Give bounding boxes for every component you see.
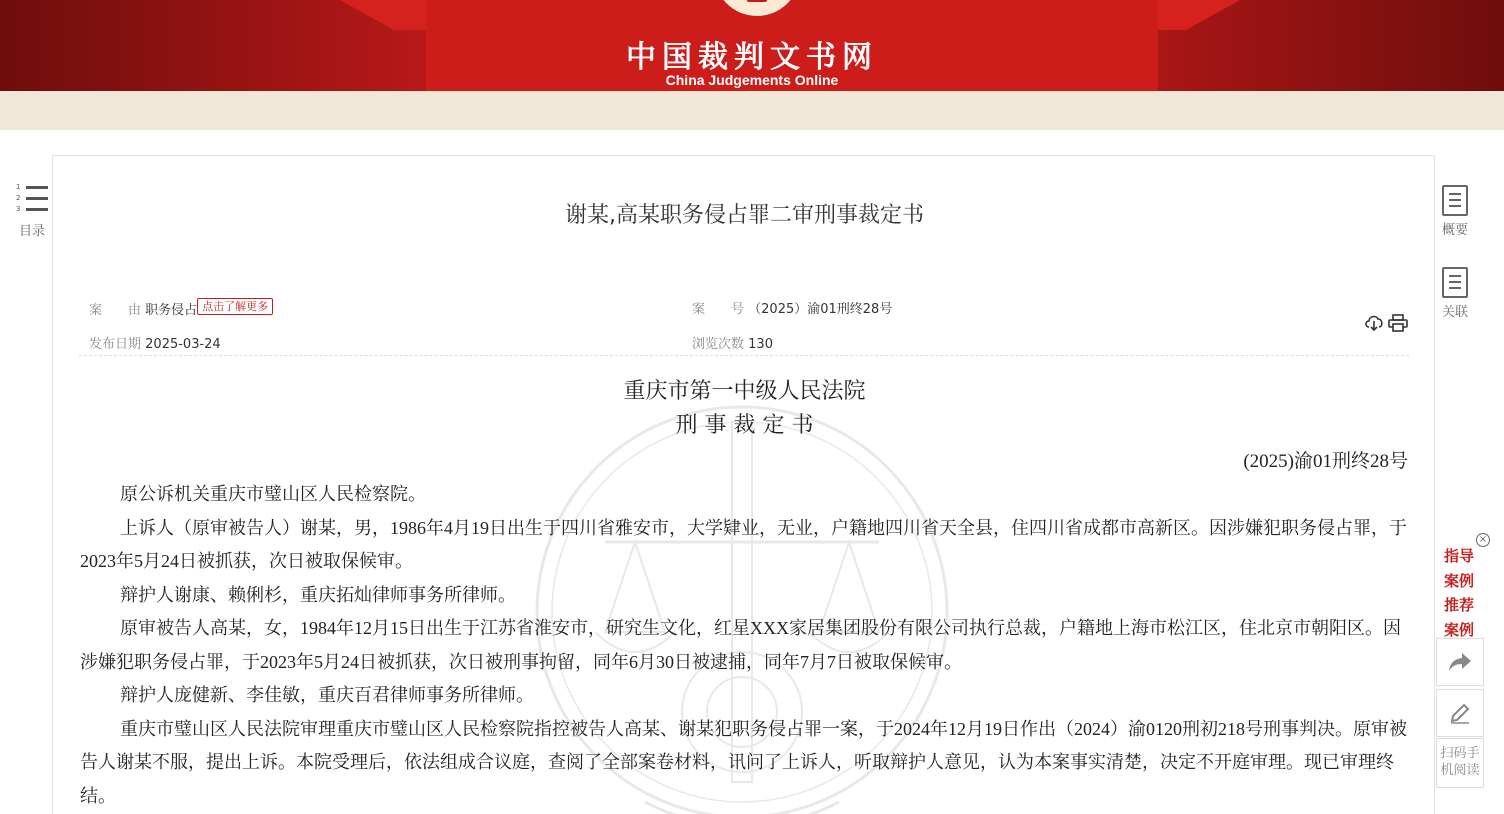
meta-divider [79,355,1409,356]
meta-views-value: 130 [748,337,773,352]
overview-label: 概要 [1441,223,1468,238]
meta-cause-key: 案 由 [89,303,142,318]
close-icon[interactable]: × [1476,533,1490,547]
meta-views-key: 浏览次数 [692,337,745,352]
meta-date-key: 发布日期 [89,337,142,352]
meta-publish-date [89,333,221,352]
share-button[interactable] [1436,638,1484,686]
doc-tools [1364,314,1408,332]
list-icon: 1 2 3 [14,184,50,218]
meta-caseno-key: 案 号 [692,302,745,317]
meta-cause [89,298,273,318]
document-icon [1442,267,1468,298]
body-paragraph: 上诉人（原审被告人）谢某，男，1986年4月19日出生于四川省雅安市，大学肄业，无业，户籍地四川省天全县，住四川省成都市高新区。因涉嫌犯职务侵占罪，于2023年5月24日被抓获，次日被取保候审。 [80,517,1407,571]
guide-cases-label[interactable]: 指导案例推荐案例 [1444,547,1475,639]
site-title[interactable]: 中国裁判文书网 [626,40,878,75]
overview-button[interactable] [1436,185,1474,238]
nav-strip [0,91,1504,130]
meta-date-value: 2025-03-24 [145,337,221,352]
cloud-download-icon[interactable] [1364,314,1384,332]
document-body [80,478,1410,813]
related-label: 关联 [1441,305,1468,320]
toc-label: 目录 [18,224,45,239]
learn-more-tag[interactable]: 点击了解更多 [197,298,273,315]
body-paragraph: 重庆市璧山区人民法院审理重庆市璧山区人民检察院指控被告人高某、谢某犯职务侵占罪一案，于2024年12月19日作出（2024）渝0120刑初218号刑事判决。原审被告人谢某不服，提出上诉。本院受理后，依法组成合议庭，查阅了全部案卷材料，讯问了上诉人，听取辩护人意见，认为本案事实清楚，决定不开庭审理。现已审理终结。 [80,718,1407,806]
meta-cause-value[interactable]: 职务侵占 [145,303,198,318]
toc-button[interactable] [12,184,52,239]
edit-button[interactable] [1436,689,1484,737]
case-number: (2025)渝01刑终28号 [1243,451,1408,472]
meta-views [692,333,773,352]
pencil-icon [1448,701,1472,725]
document-panel [52,155,1435,814]
site-subtitle: China Judgements Online [665,72,839,88]
body-paragraph: 辩护人庞健新、李佳敏，重庆百君律师事务所律师。 [120,685,534,705]
related-button[interactable] [1436,267,1474,320]
document-type: 刑 事 裁 定 书 [675,413,814,438]
print-icon[interactable] [1388,314,1408,332]
site-banner [0,0,1504,91]
document-title: 谢某,高某职务侵占罪二审刑事裁定书 [565,203,924,228]
body-paragraph: 原公诉机关重庆市璧山区人民检察院。 [120,484,426,504]
meta-caseno-value: （2025）渝01刑终28号 [748,302,893,317]
meta-case-number [692,298,892,317]
body-paragraph: 原审被告人高某，女，1984年12月15日出生于江苏省淮安市，研究生文化，红星XXX家居集团股份有限公司执行总裁，户籍地上海市松江区，住北京市朝阳区。因涉嫌犯职务侵占罪，于2023年5月24日被抓获，次日被刑事拘留，同年6月30日被逮捕，同年7月7日被取保候审。 [80,618,1401,672]
document-icon [1442,185,1468,216]
share-icon [1448,651,1472,673]
body-paragraph: 辩护人谢康、赖俐杉，重庆拓灿律师事务所律师。 [120,584,516,605]
court-name: 重庆市第一中级人民法院 [623,379,866,404]
qr-read-button[interactable]: 扫码手机阅读 [1436,738,1484,788]
